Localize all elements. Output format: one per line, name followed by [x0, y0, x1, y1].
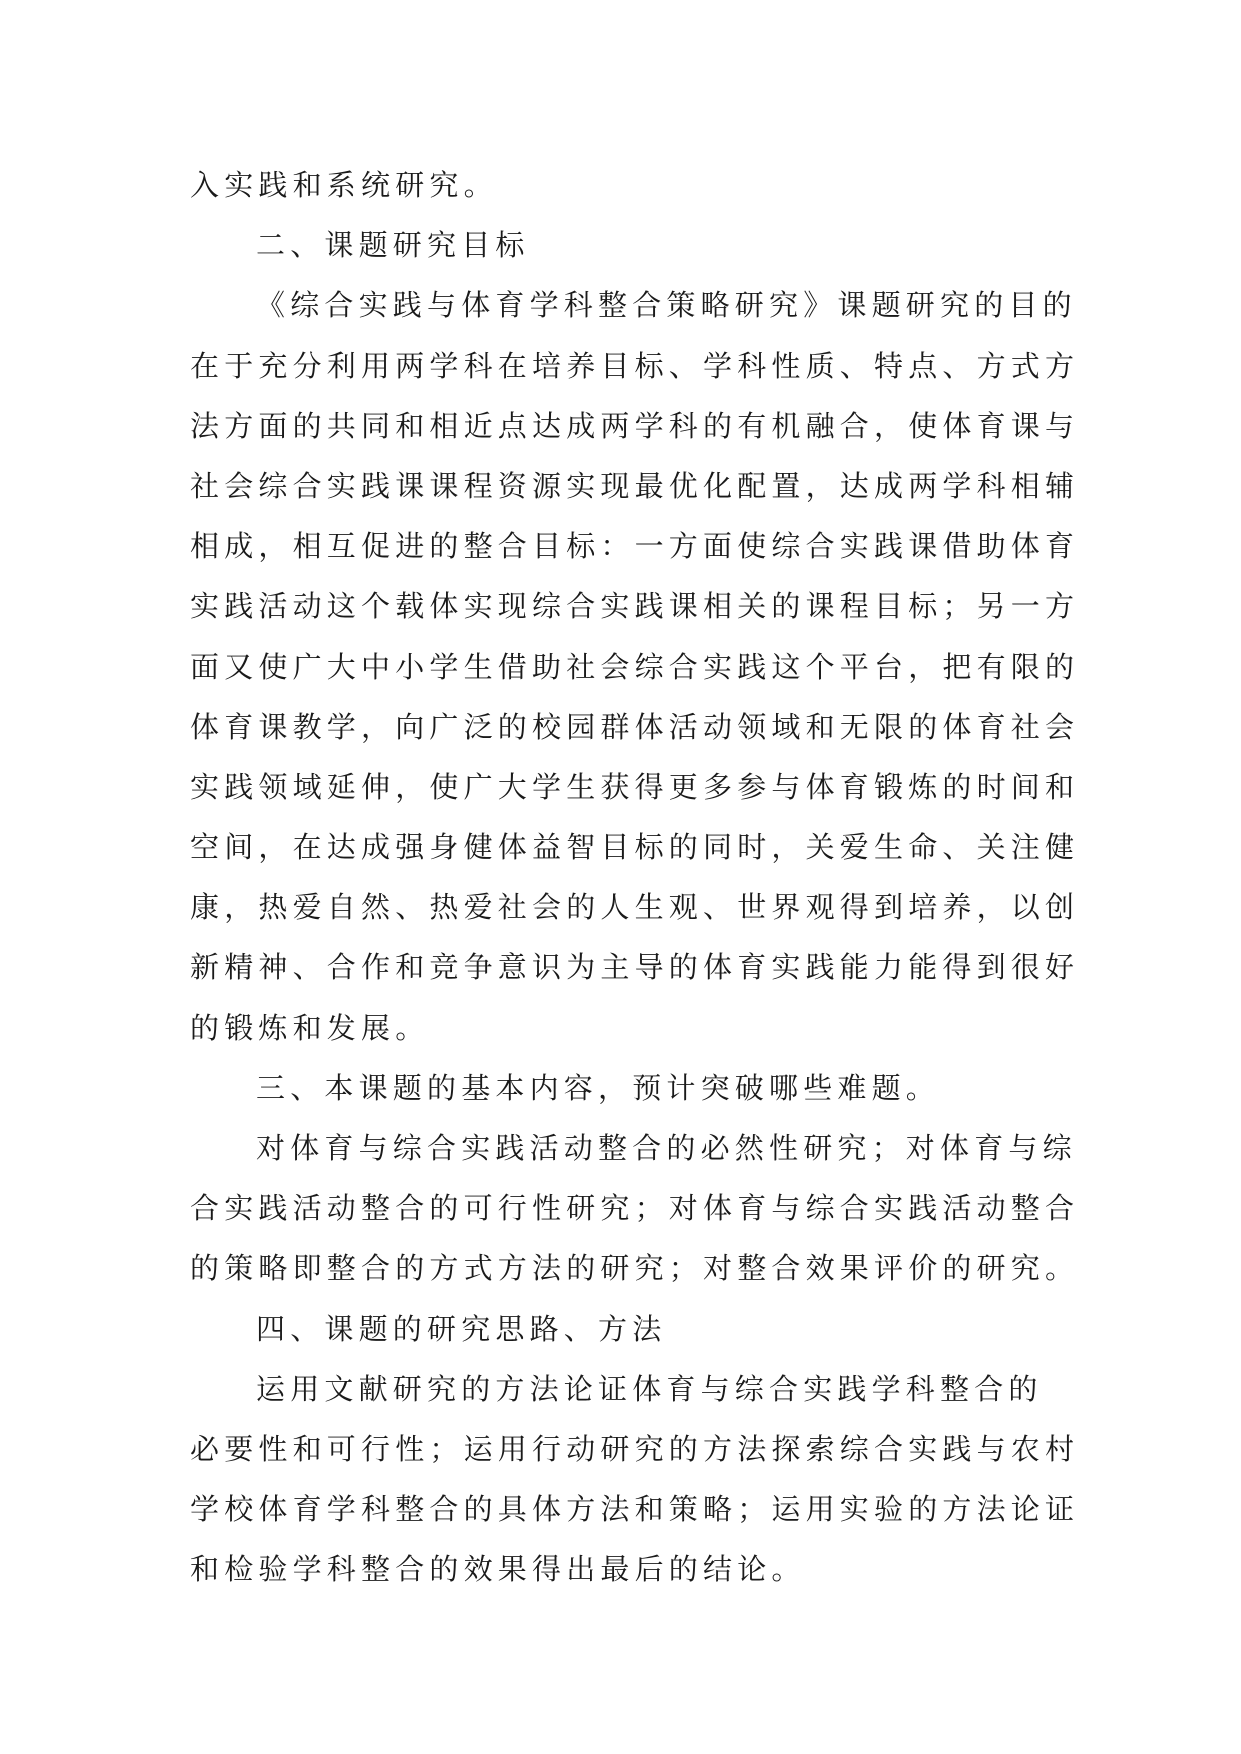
section-heading-methods: 四、课题的研究思路、方法: [256, 1311, 667, 1346]
text-line: 的锻炼和发展。: [190, 1010, 430, 1045]
text-line: 社会综合实践课课程资源实现最优化配置，达成两学科相辅: [190, 468, 1080, 503]
text-line: 合实践活动整合的可行性研究；对体育与综合实践活动整合: [190, 1191, 1080, 1226]
section-heading-objectives: 二、课题研究目标: [256, 228, 530, 263]
section-heading-content: 三、本课题的基本内容，预计突破哪些难题。: [256, 1070, 941, 1105]
text-line: 空间，在达成强身健体益智目标的同时，关爱生命、关注健: [190, 830, 1080, 865]
text-line: 学校体育学科整合的具体方法和策略；运用实验的方法论证: [190, 1492, 1080, 1527]
text-line: 在于充分利用两学科在培养目标、学科性质、特点、方式方: [190, 348, 1080, 383]
text-line: 运用文献研究的方法论证体育与综合实践学科整合的: [256, 1371, 1043, 1406]
text-line: 的策略即整合的方式方法的研究；对整合效果评价的研究。: [190, 1251, 1080, 1286]
text-line: 《综合实践与体育学科整合策略研究》课题研究的目的: [256, 288, 1077, 323]
document-body: [190, 155, 1080, 1600]
text-line: 体育课教学，向广泛的校园群体活动领域和无限的体育社会: [190, 709, 1080, 744]
text-line: 康，热爱自然、热爱社会的人生观、世界观得到培养，以创: [190, 890, 1080, 925]
text-line: 和检验学科整合的效果得出最后的结论。: [190, 1552, 806, 1587]
text-line: 面又使广大中小学生借助社会综合实践这个平台，把有限的: [190, 649, 1080, 684]
text-line: 实践活动这个载体实现综合实践课相关的课程目标；另一方: [190, 589, 1080, 624]
text-line: 必要性和可行性；运用行动研究的方法探索综合实践与农村: [190, 1431, 1080, 1466]
text-line: 实践领域延伸，使广大学生获得更多参与体育锻炼的时间和: [190, 769, 1080, 804]
text-line: 法方面的共同和相近点达成两学科的有机融合，使体育课与: [190, 408, 1080, 443]
text-line: 入实践和系统研究。: [190, 168, 498, 202]
text-line: 对体育与综合实践活动整合的必然性研究；对体育与综: [256, 1131, 1077, 1165]
text-line: 新精神、合作和竞争意识为主导的体育实践能力能得到很好: [190, 950, 1080, 985]
text-line: 相成，相互促进的整合目标：一方面使综合实践课借助体育: [190, 529, 1080, 564]
